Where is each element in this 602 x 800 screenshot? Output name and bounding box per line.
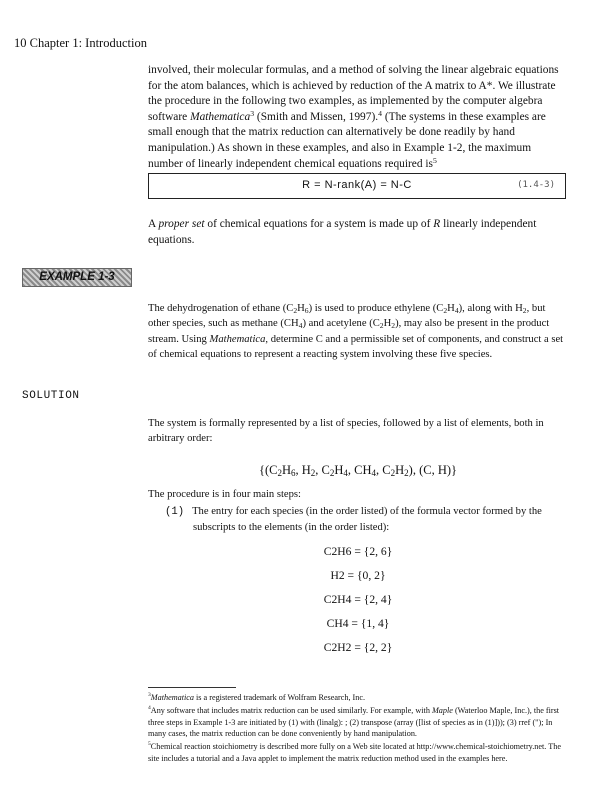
text: {(C	[258, 463, 278, 477]
subscript: 2	[391, 321, 396, 331]
symbol-r: R	[433, 218, 441, 230]
footnote-3	[148, 692, 568, 704]
solution-paragraph: The system is formally represented by a list of species, followed by a list of elements, both in arbitrary order:	[148, 418, 544, 445]
subscript: 2	[329, 468, 335, 478]
subscript: 6	[304, 306, 309, 315]
intro-text: (The systems in these examples are small enough that the matrix reduction can alternatively be done readily by hand manipulation.) As shown in these examples, and also in Example 1-2, the maximum number of linearly independent chemical equations required is	[148, 110, 546, 170]
subscript: 4	[371, 468, 377, 478]
running-header: 10 Chapter 1: Introduction	[14, 36, 147, 50]
text: ) is used to produce ethylene (C	[308, 303, 444, 314]
text: , CH	[347, 463, 372, 477]
footnote-4	[148, 705, 568, 740]
subscript: 2	[404, 468, 409, 478]
text: H	[395, 463, 405, 477]
text: ), may also be present in the product stream. Using	[148, 318, 550, 345]
subscript: 2	[277, 468, 282, 478]
software-name: Mathematica	[209, 333, 266, 345]
paragraph-text: A	[148, 218, 159, 230]
text: H	[297, 303, 305, 314]
procedure-intro: The procedure is in four main steps:	[148, 489, 301, 500]
example-badge: EXAMPLE 1-3	[22, 268, 132, 287]
formula-vector: C2H6 = {2, 6}	[323, 545, 393, 558]
footnote-5	[148, 741, 568, 764]
paragraph-text: of chemical equations for a system is made up of	[204, 218, 434, 230]
subscript: 2	[390, 468, 396, 478]
formula-vector: C2H4 = {2, 4}	[323, 593, 393, 606]
text: , H	[295, 463, 311, 477]
intro-text: (Smith and Missen, 1997).	[254, 110, 379, 123]
footnote-mark: 5	[148, 741, 151, 747]
formula-vector: C2H2 = {2, 2}	[323, 641, 393, 654]
equation-box	[148, 173, 566, 199]
intro-text: involved, their molecular formulas, and a method of solving the linear algebraic equations for the atom balances, which is achieved by reduction of the A matrix to A*. We illustrate the procedure in the following two examples, as implemented by the computer algebra software	[148, 64, 559, 123]
step-text: The entry for each species (in the order listed) of the formula vector formed by the	[192, 506, 542, 517]
footnote-ref[interactable]: 4	[378, 108, 382, 118]
subscript: 6	[291, 468, 296, 478]
equation-number: (1.4-3)	[517, 180, 555, 190]
step-marker: (1)	[165, 506, 185, 518]
paragraph-text: linearly independent equations.	[148, 218, 537, 246]
species-list	[148, 463, 568, 478]
subscript: 2	[443, 306, 448, 315]
subscript: 4	[454, 306, 459, 315]
step-1	[165, 504, 565, 536]
text: H	[383, 318, 392, 330]
text: ), (C, H)}	[408, 463, 458, 477]
step-text: subscripts to the elements (in the order listed):	[193, 522, 390, 534]
subscript: 2	[522, 306, 527, 315]
footnote-mark: 4	[148, 705, 151, 711]
subscript: 4	[298, 321, 303, 331]
text: ), along with H	[458, 303, 523, 314]
text: H	[447, 303, 455, 314]
equation-text: R = N-rank(A) = N-C	[302, 179, 412, 191]
footnote-ref[interactable]: 3	[250, 108, 255, 118]
footnote-text: (Waterloo Maple, Inc.), the first three steps in Example 1-3 are initiated by (1) with (linalg): ; (2) transpose (array ([list of species as in (1)])); (3) rref ("); In many cases, the matrix reduction can be done conveniently by hand manipulation.	[148, 706, 560, 739]
text: , C	[315, 463, 330, 477]
software-name: Mathematica	[150, 693, 194, 702]
subscript: 2	[379, 321, 384, 331]
subscript: 2	[293, 306, 298, 315]
footnote-ref[interactable]: 5	[432, 155, 437, 165]
defined-term: proper set	[158, 218, 205, 230]
text: H	[281, 463, 291, 477]
footnote-divider	[148, 687, 236, 688]
proper-set-paragraph	[148, 217, 568, 248]
intro-paragraph	[148, 63, 568, 172]
text: , but other species, such as methane (CH	[148, 303, 546, 330]
text: H	[334, 463, 344, 477]
software-name: Maple	[431, 706, 453, 715]
software-name: Mathematica	[190, 110, 251, 123]
example-statement	[148, 301, 568, 363]
text: , C	[376, 463, 391, 477]
text: ) and acetylene (C	[302, 318, 380, 330]
text: The dehydrogenation of ethane (C	[148, 303, 294, 314]
footnote-mark: 3	[148, 692, 151, 698]
footnote-text: Any software that includes matrix reduction can be used similarly. For example, with	[150, 706, 432, 715]
subscript: 4	[343, 468, 348, 478]
subscript: 2	[310, 468, 316, 478]
footnote-text: Chemical reaction stoichiometry is described more fully on a Web site located at http://www.chemical-stoichiometry.net. The site includes a tutorial and a Java applet to implement the matrix reduction method used in the examples here.	[148, 742, 561, 763]
formula-vector: H2 = {0, 2}	[330, 569, 386, 582]
solution-label: SOLUTION	[22, 390, 80, 402]
formula-vector: CH4 = {1, 4}	[326, 617, 390, 630]
text: , determine C and a permissible set of components, and construct a set of chemical equations to represent a reacting system involving these five species.	[148, 333, 564, 361]
footnote-text: is a registered trademark of Wolfram Research, Inc.	[193, 693, 366, 702]
